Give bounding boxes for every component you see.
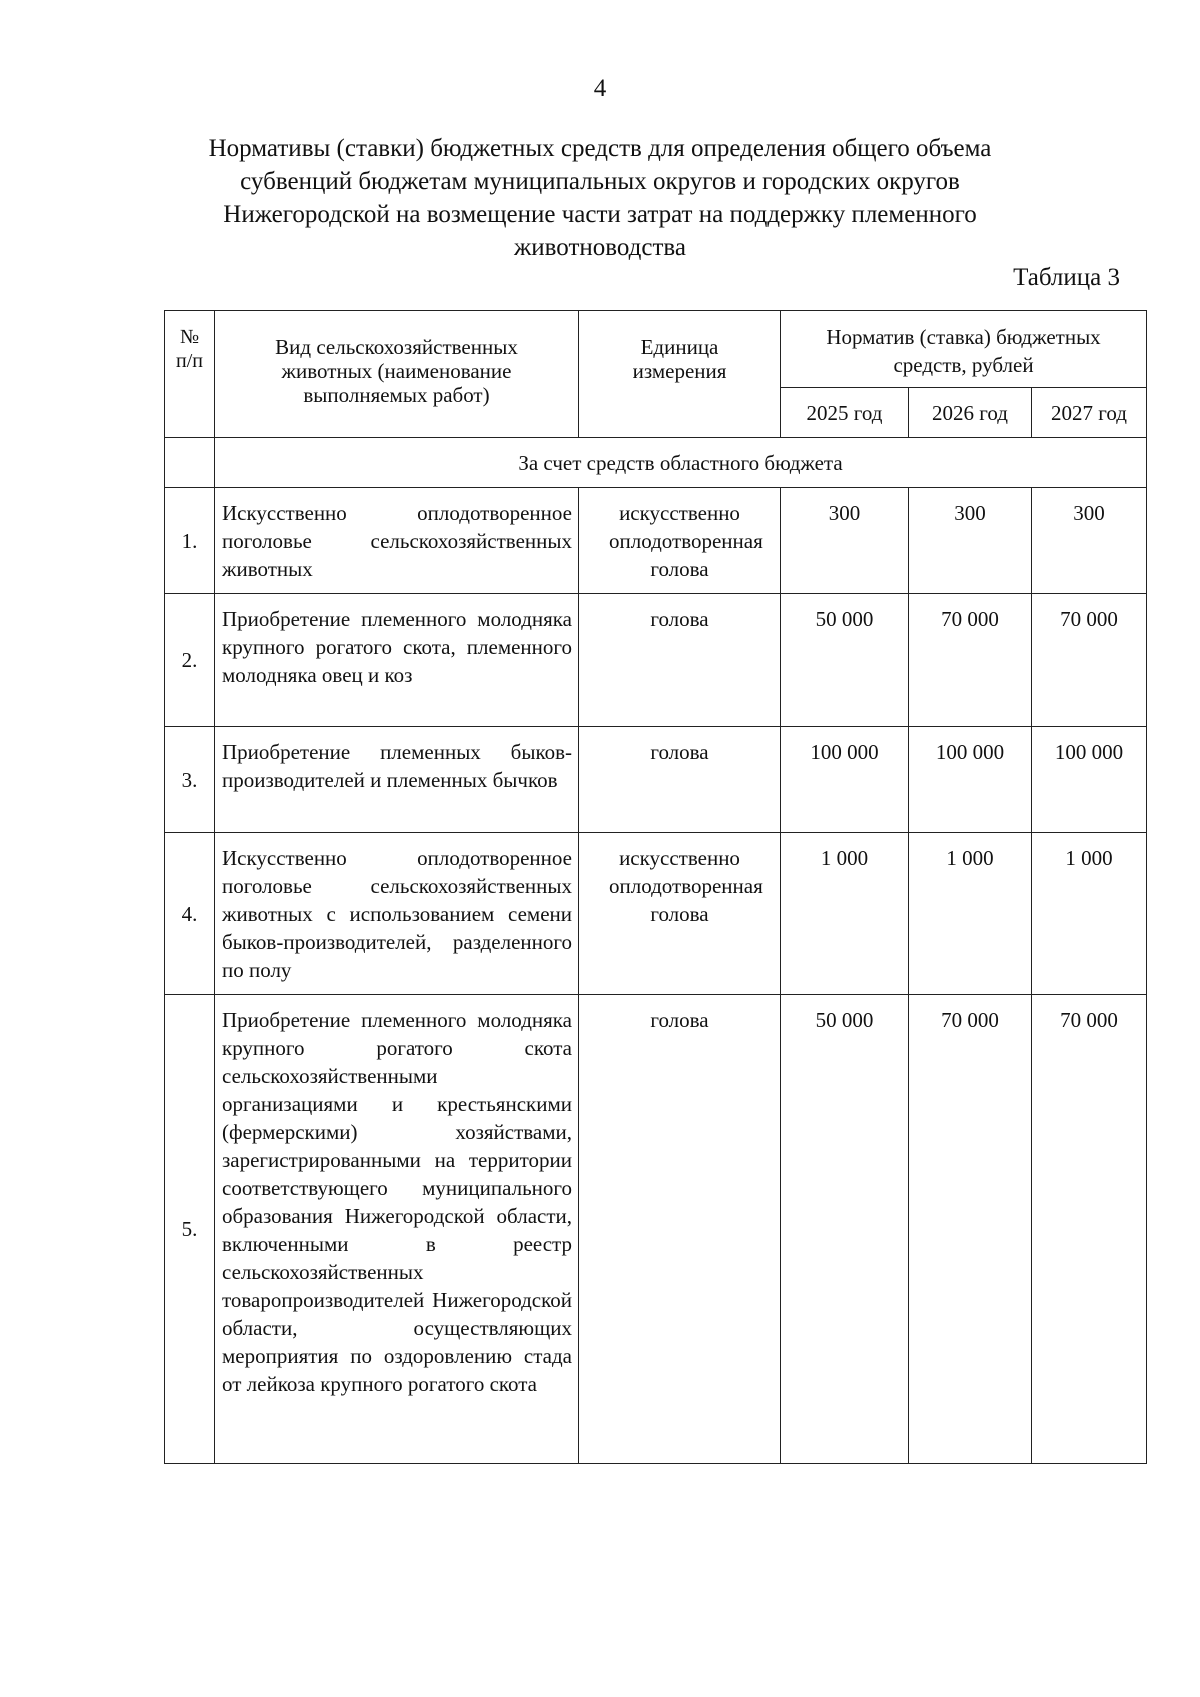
row-value-2026: 70 000 [909, 995, 1032, 1464]
table-row [165, 833, 1147, 995]
header-kind [215, 311, 579, 438]
title-line: Нижегородской на возмещение части затрат на поддержку племенного [223, 201, 977, 228]
header-unit-label: Единица измерения [632, 335, 727, 383]
row-unit: голова [579, 995, 781, 1464]
row-value-2025: 50 000 [781, 594, 909, 727]
table-row [165, 995, 1147, 1464]
header-norm-label: Норматив (ставка) бюджетных средств, рублей [826, 325, 1101, 377]
row-num: 4. [165, 833, 215, 995]
row-value-2027: 70 000 [1032, 995, 1147, 1464]
row-num: 5. [165, 995, 215, 1464]
document-title [190, 132, 1010, 264]
header-row [165, 311, 1147, 388]
title-line: животноводства [514, 234, 686, 261]
row-unit-text: искусственно оплодотворенная голова [609, 501, 763, 581]
header-year-2026: 2026 год [909, 388, 1032, 438]
row-desc: Приобретение племенных быков-производителей и племенных бычков [215, 727, 579, 833]
row-num: 3. [165, 727, 215, 833]
row-num: 2. [165, 594, 215, 727]
table-row [165, 727, 1147, 833]
row-desc: Приобретение племенного молодняка крупного рогатого скота, племенного молодняка овец и коз [215, 594, 579, 727]
header-norm [781, 311, 1147, 388]
row-value-2027: 70 000 [1032, 594, 1147, 727]
row-unit [579, 488, 781, 594]
section-title: За счет средств областного бюджета [215, 438, 1147, 488]
row-unit: голова [579, 594, 781, 727]
section-row [165, 438, 1147, 488]
row-desc: Искусственно оплодотворенное поголовье сельскохозяйственных животных [215, 488, 579, 594]
header-num [165, 311, 215, 438]
row-value-2026: 300 [909, 488, 1032, 594]
row-value-2026: 70 000 [909, 594, 1032, 727]
header-kind-label: Вид сельскохозяйственных животных (наименование выполняемых работ) [275, 335, 518, 407]
title-line: Нормативы (ставки) бюджетных средств для определения общего объема [208, 135, 992, 162]
header-year-2027: 2027 год [1032, 388, 1147, 438]
table-row [165, 488, 1147, 594]
row-value-2025: 300 [781, 488, 909, 594]
row-unit: голова [579, 727, 781, 833]
header-unit [579, 311, 781, 438]
row-value-2025: 50 000 [781, 995, 909, 1464]
row-value-2025: 1 000 [781, 833, 909, 995]
header-year-2025: 2025 год [781, 388, 909, 438]
page-number: 4 [593, 75, 607, 102]
table-caption: Таблица 3 [1013, 264, 1120, 291]
row-value-2026: 100 000 [909, 727, 1032, 833]
row-unit [579, 833, 781, 995]
row-desc: Искусственно оплодотворенное поголовье сельскохозяйственных животных с использованием семени быков-производителей, разделенного по полу [215, 833, 579, 995]
row-value-2027: 300 [1032, 488, 1147, 594]
row-desc: Приобретение племенного молодняка крупного рогатого скота сельскохозяйственными организациями и крестьянскими (фермерскими) хозяйствами, зарегистрированными на территории соответствующего муниципального образования Нижегородской области, включенными в реестр сельскохозяйственных товаропроизводителей Нижегородской области, осуществляющих мероприятия по оздоровлению стада от лейкоза крупного рогатого скота [215, 995, 579, 1464]
header-num-label: № п/п [176, 326, 203, 372]
row-num: 1. [165, 488, 215, 594]
row-value-2027: 1 000 [1032, 833, 1147, 995]
norms-table [164, 310, 1147, 1464]
table-row [165, 594, 1147, 727]
row-value-2027: 100 000 [1032, 727, 1147, 833]
row-value-2026: 1 000 [909, 833, 1032, 995]
row-value-2025: 100 000 [781, 727, 909, 833]
section-num-cell [165, 438, 215, 488]
title-line: субвенций бюджетам муниципальных округов и городских округов [240, 168, 960, 195]
row-unit-text: искусственно оплодотворенная голова [609, 846, 763, 926]
